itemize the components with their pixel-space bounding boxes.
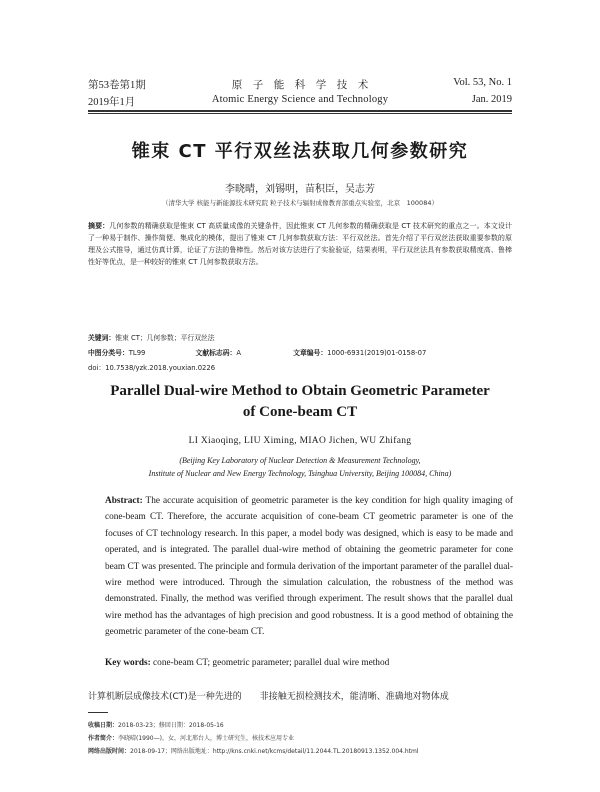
header-volume-en: Vol. 53, No. 1 [453,77,512,88]
header-date-cn: 2019年1月 [88,97,136,108]
affiliation-cn: （清华大学 核能与新能源技术研究院 粒子技术与辐射成像教育部重点实验室，北京 100084） [162,199,438,207]
keywords-cn [88,332,215,342]
clc-value: TL99 [128,349,146,357]
abstract-cn [88,220,512,268]
header-date-en: Jan. 2019 [471,94,512,105]
footnote-rule [88,712,108,713]
header-journal-en: Atomic Energy Science and Technology [211,94,389,105]
paper-title-en [0,381,600,423]
author-bio-label: 作者简介： [88,735,119,742]
paper-title-en-line2: of Cone-beam CT [242,404,358,420]
article-no-value: 1000-6931(2019)01-0158-07 [327,349,427,357]
online-label: 网络出版时间： [88,748,131,755]
abstract-cn-label: 摘要： [88,222,110,230]
header-rule-thick [88,110,512,112]
abstract-en-text: The accurate acquisition of geometric parameter is the key condition for high quality imaging of cone-beam CT. Therefore, the accurate acquisition of cone-beam CT geometric parameter is one of the focuses of CT technology research. In this paper, a model body was designed, which is easy to be made and operated, and is integrated. The parallel dual-wire method of obtaining the geometric parameter for cone beam CT was presented. The principle and formula derivation of the important parameter of the parallel dual-wire method were introduced. Through the simulation calculation, the robustness of the method was demonstrated. Finally, the method was verified through experiment. The result shows that the parallel dual wire method has the advantages of high precision and good robustness. It is a good method of obtaining the geometric parameter of the cone-beam CT. [105,496,513,638]
footnote-received [88,720,224,729]
authors-en: LI Xiaoqing, LIU Ximing, MIAO Jichen, WU Zhifang [188,436,412,446]
affiliation-en-line1: (Beijing Key Laboratory of Nuclear Detection & Measurement Technology, [179,456,421,465]
keywords-cn-text: 锥束 CT；几何参数；平行双丝法 [115,334,215,342]
footnote-author [88,733,294,742]
abstract-en-label: Abstract: [105,496,143,506]
paper-title-en-line1: Parallel Dual-wire Method to Obtain Geometric Parameter [110,383,490,399]
received-label: 收稿日期： [88,722,119,729]
author-bio-value: 李晓晴(1990—)，女，河北邢台人，博士研究生，核技术应用专业 [118,735,294,742]
keywords-en-label: Key words: [105,658,151,668]
keywords-en-text: cone-beam CT; geometric parameter; parallel dual wire method [153,658,390,668]
doc-code-label: 文献标志码： [195,349,237,357]
abstract-cn-text: 几何参数的精确获取是锥束 CT 高质量成像的关键条件，因此锥束 CT 几何参数的精确获取是 CT 技术研究的重点之一。本文设计了一种易于制作、操作简便、集成化的模体，提出了锥束 CT 几何参数获取方法：平行双丝法。首先介绍了平行双丝法获取重要参数的原理及公式推导，通过仿真计算，论证了方法的鲁棒性。然后对该方法进行了实验验证，结果表明，平行双丝法具有参数获取精度高、鲁棒性好等优点，是一种较好的锥束 CT 几何参数获取方法。 [88,222,512,266]
classification-row [88,347,426,357]
paper-title-cn: 锥束 CT 平行双丝法获取几何参数研究 [131,141,469,162]
keywords-cn-label: 关键词： [88,334,116,342]
body-first-line: 计算机断层成像技术(CT)是一种先进的 非接触无损检测技术，能清晰、准确地对物体成 [88,692,449,702]
online-value: 2018-09-17；网络出版地址：http://kns.cnki.net/kcms/detail/11.2044.TL.20180913.1352.004.html [130,748,419,755]
clc-label: 中图分类号： [88,349,129,357]
header-volume-cn: 第53卷第1期 [88,80,146,91]
authors-cn: 李晓晴，刘锡明，苗积臣，吴志芳 [225,184,375,195]
doc-code-value: A [236,349,241,357]
header-rule-thin [88,113,512,114]
abstract-en [105,493,513,641]
affiliation-en-line2: Institute of Nuclear and New Energy Technology, Tsinghua University, Beijing 100084, China) [148,469,452,478]
keywords-en [105,658,389,668]
article-no-label: 文章编号： [293,349,328,357]
received-value: 2018-03-23；修回日期：2018-05-16 [118,722,224,729]
doi: doi：10.7538/yzk.2018.youxian.0226 [88,364,216,372]
header-journal-cn: 原 子 能 科 学 技 术 [231,80,369,91]
footnote-online [88,746,419,755]
